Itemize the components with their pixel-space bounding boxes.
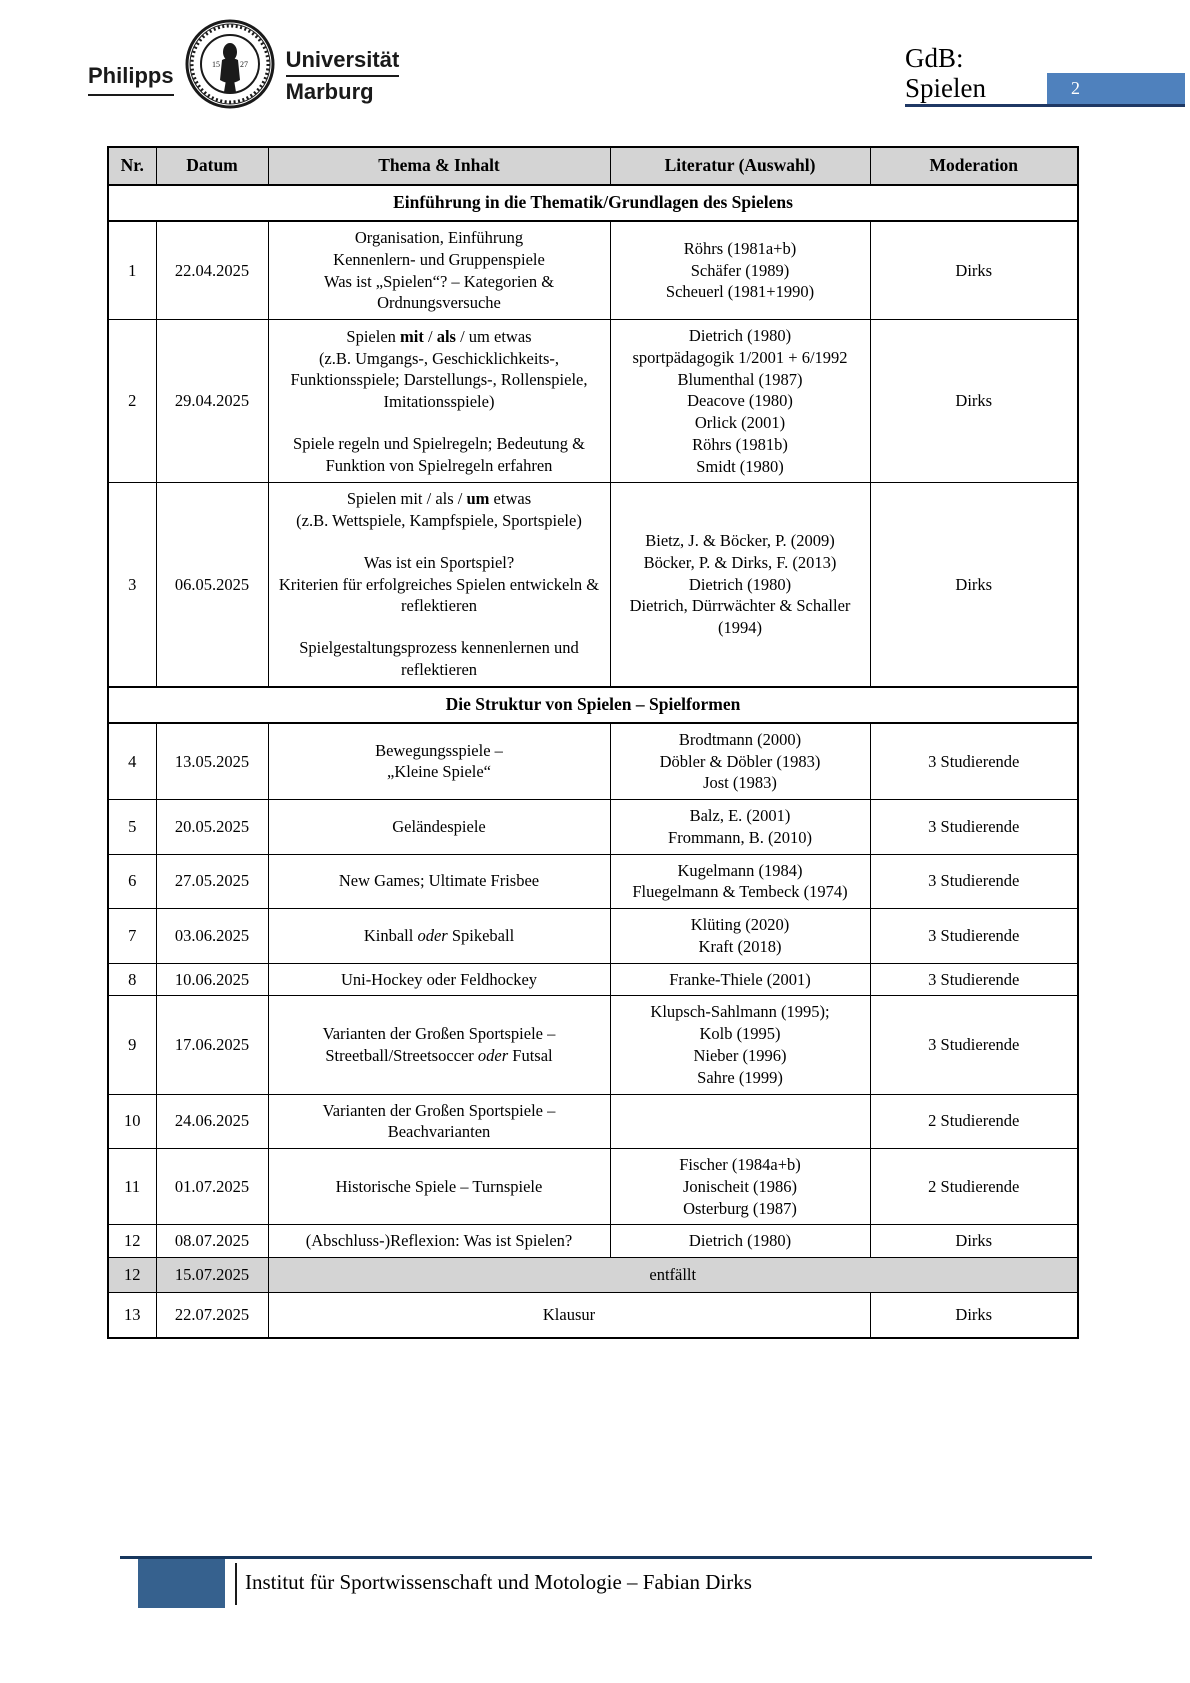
table-row [108,1225,1078,1258]
seal-year-left: 15 [211,60,220,69]
literatur-cell: Dietrich (1980) sportpädagogik 1/2001 + 6/1992 Blumenthal (1987) Deacove (1980) Orlick (2001) Röhrs (1981b) Smidt (1980) [610,320,870,483]
column-header: Moderation [870,147,1078,185]
table-row [108,723,1078,800]
table-row [108,996,1078,1094]
logo-text-university [286,47,400,105]
document-title: GdB: Spielen [905,43,986,103]
moderation-cell: Dirks [870,221,1078,320]
table-row [108,185,1078,221]
table-header-row [108,147,1078,185]
literatur-cell [610,1094,870,1149]
thema-cell: Uni-Hockey oder Feldhockey [268,963,610,996]
datum-cell: 24.06.2025 [156,1094,268,1149]
nr-cell: 8 [108,963,156,996]
column-header: Thema & Inhalt [268,147,610,185]
moderation-cell: Dirks [870,1225,1078,1258]
table-row [108,1149,1078,1225]
thema-cell: (Abschluss-)Reflexion: Was ist Spielen? [268,1225,610,1258]
course-schedule-table [107,146,1079,1339]
nr-cell: 1 [108,221,156,320]
university-logo [88,18,399,115]
nr-cell: 6 [108,854,156,909]
seal-year-right: 27 [239,60,248,69]
moderation-cell: Dirks [870,1293,1078,1339]
nr-cell: 4 [108,723,156,800]
thema-cell: Historische Spiele – Turnspiele [268,1149,610,1225]
datum-cell: 15.07.2025 [156,1258,268,1293]
moderation-cell: 3 Studierende [870,963,1078,996]
datum-cell: 03.06.2025 [156,909,268,964]
page-number-badge: 2 [1047,73,1185,104]
footer-text: Institut für Sportwissenschaft und Motologie – Fabian Dirks [245,1570,752,1594]
thema-cell: Bewegungsspiele – „Kleine Spiele“ [268,723,610,800]
thema-cell: New Games; Ultimate Frisbee [268,854,610,909]
moderation-cell: 3 Studierende [870,723,1078,800]
thema-cell: Spielen mit / als / um etwas (z.B. Wettspiele, Kampfspiele, Sportspiele) Was ist ein Sportspiel? Kriterien für erfolgreiches Spielen entwickeln & reflektieren Spielgestaltungsprozess kennenlernen und reflektieren [268,483,610,687]
footer-rule [120,1556,1092,1559]
literatur-cell: Röhrs (1981a+b) Schäfer (1989) Scheuerl (1981+1990) [610,221,870,320]
table-row [108,1094,1078,1149]
nr-cell: 9 [108,996,156,1094]
logo-text-marburg: Marburg [285,78,374,104]
datum-cell: 22.04.2025 [156,221,268,320]
moderation-cell: 2 Studierende [870,1094,1078,1149]
nr-cell: 3 [108,483,156,687]
table-row [108,687,1078,723]
datum-cell: 08.07.2025 [156,1225,268,1258]
exam-cell: Klausur [268,1293,870,1339]
column-header: Literatur (Auswahl) [610,147,870,185]
column-header: Datum [156,147,268,185]
literatur-cell: Kugelmann (1984) Fluegelmann & Tembeck (1974) [610,854,870,909]
university-seal-icon [184,18,276,115]
nr-cell: 11 [108,1149,156,1225]
moderation-cell: 2 Studierende [870,1149,1078,1225]
section-header-cell: Die Struktur von Spielen – Spielformen [108,687,1078,723]
literatur-cell: Fischer (1984a+b) Jonischeit (1986) Osterburg (1987) [610,1149,870,1225]
table-row [108,963,1078,996]
thema-cell: Organisation, Einführung Kennenlern- und Gruppenspiele Was ist „Spielen“? – Kategorien & Ordnungsversuche [268,221,610,320]
nr-cell: 12 [108,1225,156,1258]
moderation-cell: Dirks [870,483,1078,687]
datum-cell: 20.05.2025 [156,800,268,855]
literatur-cell: Klupsch-Sahlmann (1995); Kolb (1995) Nieber (1996) Sahre (1999) [610,996,870,1094]
literatur-cell: Klüting (2020) Kraft (2018) [610,909,870,964]
literatur-cell: Franke-Thiele (2001) [610,963,870,996]
literatur-cell: Dietrich (1980) [610,1225,870,1258]
datum-cell: 01.07.2025 [156,1149,268,1225]
datum-cell: 13.05.2025 [156,723,268,800]
table-row [108,221,1078,320]
moderation-cell: Dirks [870,320,1078,483]
thema-cell: Geländespiele [268,800,610,855]
datum-cell: 06.05.2025 [156,483,268,687]
footer-accent-square [138,1559,225,1608]
logo-text-philipps: Philipps [88,63,174,96]
table-row [108,320,1078,483]
nr-cell: 7 [108,909,156,964]
datum-cell: 27.05.2025 [156,854,268,909]
datum-cell: 17.06.2025 [156,996,268,1094]
table-row [108,854,1078,909]
thema-cell: Kinball oder Spikeball [268,909,610,964]
thema-cell: Varianten der Großen Sportspiele – Streetball/Streetsoccer oder Futsal [268,996,610,1094]
footer-divider [235,1563,237,1605]
moderation-cell: 3 Studierende [870,909,1078,964]
logo-text-universitaet: Universität [286,47,400,77]
header-title-bar [905,44,1185,107]
moderation-cell: 3 Studierende [870,800,1078,855]
table-row [108,909,1078,964]
thema-cell: Spielen mit / als / um etwas (z.B. Umgangs-, Geschicklichkeits-, Funktionsspiele; Darstellungs-, Rollenspiele, Imitationsspiele) Spiele regeln und Spielregeln; Bedeutung & Funktion von Spielregeln erfahren [268,320,610,483]
literatur-cell: Balz, E. (2001) Frommann, B. (2010) [610,800,870,855]
cancelled-cell: entfällt [268,1258,1078,1293]
literatur-cell: Bietz, J. & Böcker, P. (2009) Böcker, P. & Dirks, F. (2013) Dietrich (1980) Dietrich, Dürrwächter & Schaller (1994) [610,483,870,687]
nr-cell: 13 [108,1293,156,1339]
table-row [108,1258,1078,1293]
nr-cell: 5 [108,800,156,855]
datum-cell: 10.06.2025 [156,963,268,996]
moderation-cell: 3 Studierende [870,854,1078,909]
nr-cell: 12 [108,1258,156,1293]
thema-cell: Varianten der Großen Sportspiele – Beachvarianten [268,1094,610,1149]
section-header-cell: Einführung in die Thematik/Grundlagen des Spielens [108,185,1078,221]
nr-cell: 2 [108,320,156,483]
datum-cell: 22.07.2025 [156,1293,268,1339]
table-row [108,1293,1078,1339]
nr-cell: 10 [108,1094,156,1149]
datum-cell: 29.04.2025 [156,320,268,483]
table-row [108,483,1078,687]
literatur-cell: Brodtmann (2000) Döbler & Döbler (1983) Jost (1983) [610,723,870,800]
table-row [108,800,1078,855]
moderation-cell: 3 Studierende [870,996,1078,1094]
column-header: Nr. [108,147,156,185]
